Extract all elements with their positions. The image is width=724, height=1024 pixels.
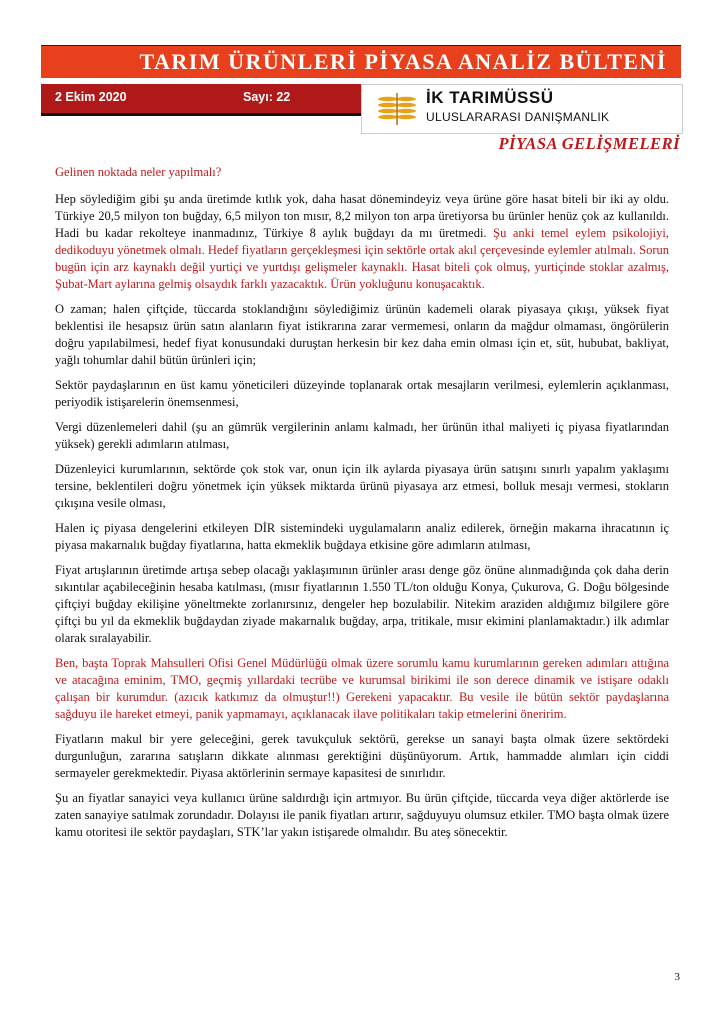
article-question: Gelinen noktada neler yapılmalı? [55,165,222,179]
paragraph-1-text: Hep söylediğim gibi şu anda üretimde kıtlık yok, daha hasat dönemindeyiz veya ürüne göre hasat biteli bir iki ay oldu. Türkiye 20,5 milyon ton buğday, 6,5 milyon ton mısır, 8,2 milyon ton arpa üretiyorsa bu ürünler henüz çok az kullanıldı. Hadi bu kadar rekolteye inanmadınız, Türkiye 8 aylık buğdayı da mı üretmedi. [55,192,669,240]
article-body [55,164,669,849]
paragraph-1-highlight: Şu anki temel eylem psikolojiyi, dedikoduyu yönetmek olmalı. Hedef fiyatların gerçekleşmesi için sektörle ortak akıl çerçevesinde eylemler atılmalı. Sorun bugün için arz kaynaklı değil yurtiçi ve yurtdışı gelişmeler kaynaklı. Hasat biteli çok olmuş, yurtiçinde stoklar azalmış, Şubat-Mart aylarına gelmiş olsaydık farklı yazacaktık. Ürün yokluğunu konuşacaktık. [55,226,670,291]
wheat-logo-icon [376,89,418,127]
issue-info-bar [41,84,361,116]
paragraph-10: Şu an fiyatlar sanayici veya kullanıcı ürüne saldırdığı için artmıyor. Bu ürün çiftçide, tüccarda veya diğer aktörlerde ise zaten sanayiye satılmak zorundadır. Dolayısı ile panik fiyatları artırır, sağduyuyu olumsuz etkiler. TMO başta olmak üzere kamu otoritesi ile sektör paydaşları, STK’lar yakın istişarede olmalıdır. Bu ateş sönecektir. [55,791,669,839]
paragraph-7: Fiyat artışlarının üretimde artışa sebep olacağı yaklaşımının ürünler arası denge göz önüne alınmadığında çok daha derin sıkıntılar açabileceğinin hesaba katılması, (mısır fiyatlarının 1.550 TL/ton olduğu Konya, Çukurova, G. Doğu bölgesinde çiftçiyi buğday ekilişine yöneltmekte zorlanırsınız, dengeler hep bozulabilir. Nitekim araziden aldığımız bilgilere göre çiftçi bu yıl da ekmeklik buğdaydan ziyade makarnalık buğday, arpa, tritikale, mısır ekimini planlamaktadır.) ilk adımlar olarak sıralayabilir. [55,563,669,645]
issue-number: Sayı: 22 [243,90,291,104]
paragraph-3: Sektör paydaşlarının en üst kamu yöneticileri düzeyinde toplanarak ortak mesajların verilmesi, eylemlerin açıklanması, periyodik istişarelerin önemsenmesi, [55,378,669,409]
bulletin-title: TARIM ÜRÜNLERİ PİYASA ANALİZ BÜLTENİ [139,49,667,74]
paragraph-1 [55,191,669,293]
paragraph-9: Fiyatların makul bir yere geleceğini, gerek tavukçuluk sektörü, gerekse un sanayi başta olmak üzere sektördeki durgunluğun, zararına satışların dikkate alınması gerektiğini düşünüyorum. Artık, hammadde alımları için ciddi sermayeler gerekmektedir. Piyasa aktörlerinin sermaye kapasitesi de sınırlıdır. [55,732,669,780]
paragraph-5: Düzenleyici kurumlarının, sektörde çok stok var, onun için ilk aylarda piyasaya ürün satışını sınırlı yapalım yaklaşımı tersine, beklentileri doğru yönetmek için yüksek miktarda ürünü piyasaya arz etmesi, bolluk mesajı vermesi, stokların çıkışına vesile olması, [55,462,669,510]
paragraph-2: O zaman; halen çiftçide, tüccarda stoklandığını söylediğimiz ürünün kademeli olarak piyasaya çıkışı, yüksek fiyat beklentisi ile hesapsız ürün satın alanların fiyat istikrarına zarar vermemesi, onların da mağdur olmaması, öngörülerin doğru yapılabilmesi, hedef fiyat konusundaki duruştan herkesin bir kez daha emin olması için et, süt, hububat, bakliyat, yağlı tohumlar dahil bütün ürünleri için; [55,302,669,367]
header-banner [41,45,681,78]
logo-company-subtitle: ULUSLARARASI DANIŞMANLIK [426,110,610,124]
page-number: 3 [674,971,680,983]
company-logo [361,84,683,134]
paragraph-4: Vergi düzenlemeleri dahil (şu an gümrük vergilerinin anlamı kalmadı, her ürünün ithal maliyeti iç piyasa fiyatlarından yüksek) gerekli adımların atılması, [55,420,669,451]
logo-company-name: İK TARIMÜSSÜ [426,88,554,107]
paragraph-6: Halen iç piyasa dengelerini etkileyen DİR sistemindeki uygulamaların analiz edilerek, örneğin makarna ihracatının iç piyasa makarnalık buğday fiyatlarına, hatta ekmeklik buğdaya etkisine göre adımların atılması, [55,521,669,552]
paragraph-8-highlight: Ben, başta Toprak Mahsulleri Ofisi Genel Müdürlüğü olmak üzere sorumlu kamu kurumlarının gereken adımları attığına ve atacağına eminim, TMO, geçmiş yıllardaki tecrübe ve kurumsal birikimi ile son derece dinamik ve istişare odaklı çalışan bir kurumdur. (azıcık katkımız da olmuştur!!) Gerekeni yapacaktır. Bu vesile ile bütün sektör paydaşlarına sağduyu ile hareket etmeyi, panik yapmamayı, açıklanacak ilave politikaları takip etmelerini öneririm. [55,656,669,721]
section-heading: PİYASA GELİŞMELERİ [498,134,680,153]
issue-date: 2 Ekim 2020 [55,90,127,104]
